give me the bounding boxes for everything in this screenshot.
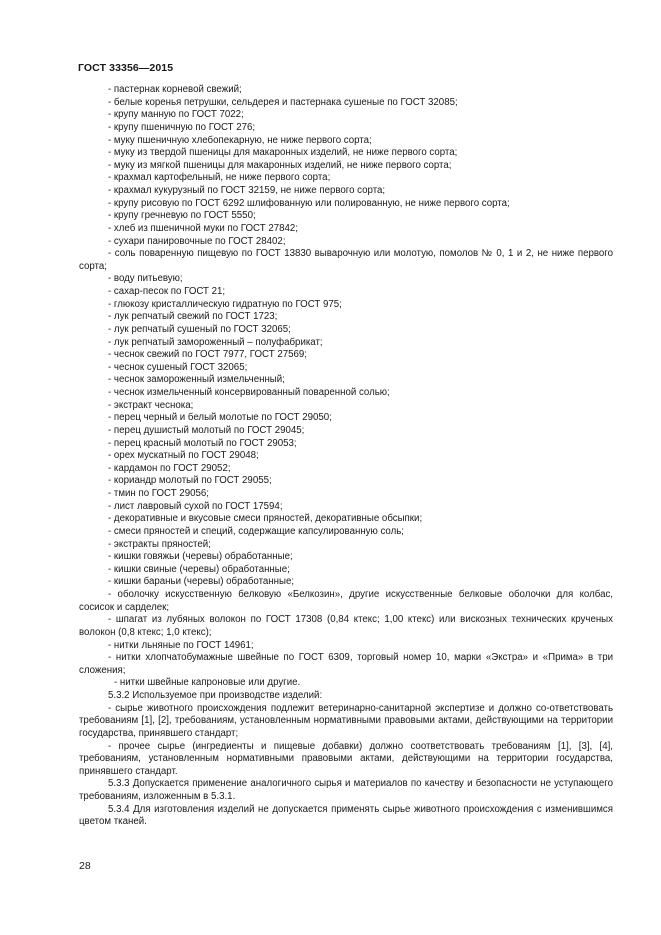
list-item: - кишки свиные (черевы) обработанные; (108, 563, 290, 575)
list-item: - крахмал кукурузный по ГОСТ 32159, не ниже первого сорта; (108, 185, 386, 196)
list-item: - лук репчатый сушеный по ГОСТ 32065; (108, 323, 291, 335)
list-item: - соль поваренную пищевую по ГОСТ 13830 выварочную или молотую, помолов № 0, 1 и 2, не ниже первого сорта; (79, 248, 613, 272)
list-item: - муку из твердой пшеницы для макаронных изделий, не ниже первого сорта; (108, 147, 458, 159)
list-item: - крупу манную по ГОСТ 7022; (108, 109, 244, 121)
paragraph: - прочее сырье (ингредиенты и пищевые добавки) должно соответствовать требованиям [1], [3], [4], требованиям, установленным нормативными правовыми актами, действующими на территории государства, принявшего стандарт. (79, 740, 613, 777)
list-item: - шпагат из лубяных волокон по ГОСТ 17308 (0,84 ктекс; 1,00 ктекс) или вискозных технических крученых волокон (0,8 ктекс; 1,0 ктекс); (79, 614, 613, 638)
list-item: - кишки говяжьи (черевы) обработанные; (108, 551, 293, 563)
list-item: - крупу гречневую по ГОСТ 5550; (108, 210, 256, 222)
list-item: - муку пшеничную хлебопекарную, не ниже первого сорта; (108, 134, 372, 146)
list-item: - тмин по ГОСТ 29056; (108, 488, 209, 499)
section-heading-5-3-2: 5.3.2 Используемое при производстве изделий: (108, 690, 323, 701)
list-item: - экстракт чеснока; (108, 399, 194, 411)
list-item: - лист лавровый сухой по ГОСТ 17594; (108, 500, 283, 512)
list-item: - чеснок свежий по ГОСТ 7977, ГОСТ 27569; (108, 349, 307, 361)
list-item: - воду питьевую; (108, 273, 183, 285)
list-item: - лук репчатый замороженный – полуфабрикат; (108, 336, 323, 348)
list-item: - нитки хлопчатобумажные швейные по ГОСТ 6309, торговый номер 10, марки «Экстра» и «Прима» в три сложения; (79, 652, 613, 676)
list-item: - перец душистый молотый по ГОСТ 29045; (108, 424, 305, 436)
page-number: 28 (79, 860, 91, 872)
list-item: - смеси пряностей и специй, содержащие капсулированную соль; (108, 525, 404, 537)
list-item: - сахар-песок по ГОСТ 21; (108, 286, 226, 297)
list-item: - оболочку искусственную белковую «Белкозин», другие искусственные белковые оболочки для колбас, сосисок и сарделек; (79, 589, 613, 613)
document-body (79, 84, 613, 829)
list-item: - кишки бараньи (черевы) обработанные; (108, 576, 295, 588)
paragraph-5-3-3: 5.3.3 Допускается применение аналогичного сырья и материалов по качеству и безопасности не уступающего требованиям, изложенным в 5.3.1. (79, 778, 613, 802)
list-item: - нитки швейные капроновые или другие. (114, 677, 301, 689)
list-item: - глюкозу кристаллическую гидратную по ГОСТ 975; (108, 298, 342, 310)
list-item: - перец красный молотый по ГОСТ 29053; (108, 437, 297, 449)
list-item: - крупу пшеничную по ГОСТ 276; (108, 121, 256, 133)
list-item: - белые коренья петрушки, сельдерея и пастернака сушеные по ГОСТ 32085; (108, 96, 458, 108)
paragraph: - сырье животного происхождения подлежит ветеринарно-санитарной экспертизе и должно со-ответствовать требованиям [1], [2], требованиям, установленным нормативными правовыми актами, действующими на территории государства, принявшего стандарт; (79, 702, 613, 739)
list-item: - крахмал картофельный, не ниже первого сорта; (108, 172, 331, 184)
list-item: - нитки льняные по ГОСТ 14961; (108, 639, 254, 651)
list-item: - крупу рисовую по ГОСТ 6292 шлифованную или полированную, не ниже первого сорта; (108, 197, 510, 209)
paragraph-5-3-4: 5.3.4 Для изготовления изделий не допускается применять сырье животного происхождения с изменившимся цветом тканей. (79, 803, 613, 828)
document-header: ГОСТ 33356—2015 (78, 62, 174, 74)
list-item: - декоративные и вкусовые смеси пряностей, декоративные обсыпки; (108, 513, 423, 525)
list-item: - перец черный и белый молотые по ГОСТ 29050; (108, 412, 332, 424)
list-item: - хлеб из пшеничной муки по ГОСТ 27842; (108, 222, 298, 234)
list-item: - лук репчатый свежий по ГОСТ 1723; (108, 311, 278, 323)
list-item: - сухари панировочные по ГОСТ 28402; (108, 235, 286, 247)
list-item: - чеснок измельченный консервированный поваренной солью; (108, 387, 390, 398)
list-item: - кардамон по ГОСТ 29052; (108, 462, 231, 474)
list-item: - пастернак корневой свежий; (108, 84, 242, 95)
list-item: - экстракты пряностей; (108, 538, 211, 550)
list-item: - чеснок сушеный ГОСТ 32065; (108, 361, 248, 373)
list-item: - чеснок замороженный измельченный; (108, 374, 285, 386)
list-item: - кориандр молотый по ГОСТ 29055; (108, 475, 272, 487)
list-item: - муку из мягкой пшеницы для макаронных изделий, не ниже первого сорта; (108, 159, 452, 171)
list-item: - орех мускатный по ГОСТ 29048; (108, 450, 259, 462)
